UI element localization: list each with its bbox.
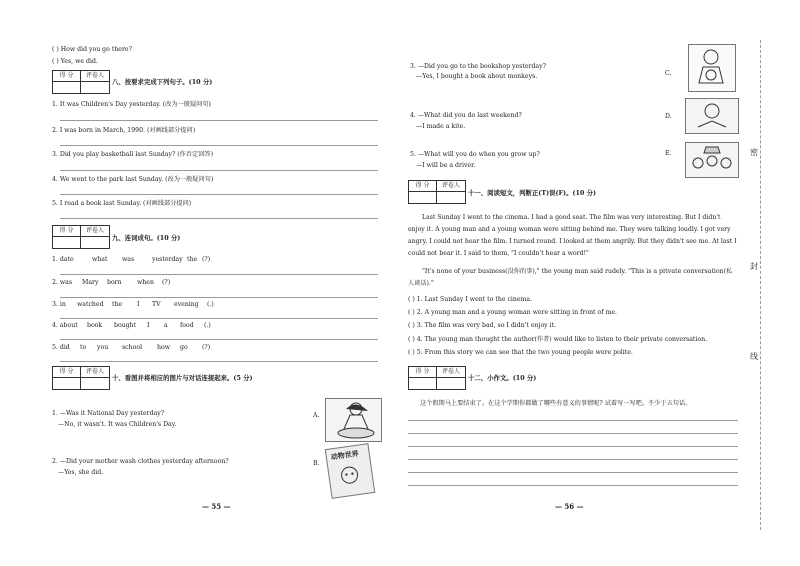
score-label: 得 分: [409, 367, 437, 378]
s8-item-2: 2. I was born in March, 1990. (对画线部分提问): [52, 127, 196, 134]
score-box-9: [52, 225, 110, 249]
word: 4. about: [52, 322, 78, 329]
grader-cell[interactable]: [437, 378, 465, 389]
grader-cell[interactable]: [81, 82, 109, 93]
seal-mark-3: 线: [750, 352, 758, 361]
word: you: [97, 344, 109, 351]
word: 1. date: [52, 256, 74, 263]
seal-mark-2: 封: [750, 262, 758, 271]
word: food: [180, 322, 194, 329]
word: evening: [174, 301, 199, 308]
word: school: [122, 344, 143, 351]
score-box-8: [52, 70, 110, 94]
pic-c-label: C.: [665, 70, 672, 77]
word: yesterday: [152, 256, 183, 263]
grader-label: 评卷人: [81, 226, 109, 237]
page-number-55: — 55 —: [202, 502, 231, 511]
writing-line[interactable]: [408, 433, 738, 434]
answer-line[interactable]: [60, 194, 378, 195]
score-cell[interactable]: [53, 82, 81, 93]
score-label: 得 分: [409, 181, 437, 192]
score-box-12: [408, 366, 466, 390]
grader-label: 评卷人: [437, 367, 465, 378]
dialog-2-q: 2. —Did your mother wash clothes yesterday afternoon?: [52, 458, 229, 465]
answer-line[interactable]: [60, 361, 378, 362]
answer-line[interactable]: [60, 318, 378, 319]
kite-icon: [686, 143, 738, 177]
tf-item-3[interactable]: ( ) 3. The film was very bad, so I didn't enjoy it.: [408, 322, 557, 329]
pic-b-label: B.: [313, 460, 320, 467]
section-8-title: 八、按要求完成下列句子。(10 分): [112, 78, 213, 86]
score-label: 得 分: [53, 226, 81, 237]
section-12-title: 十二、小作文。(10 分): [468, 374, 537, 382]
boy-driving-picture[interactable]: [688, 44, 736, 92]
dialog-1-q: 1. —Was it National Day yesterday?: [52, 410, 165, 417]
writing-line[interactable]: [408, 485, 738, 486]
answer-line[interactable]: [60, 339, 378, 340]
section-10-title: 十、看图并将相应的图片与对话连接起来。(5 分): [112, 374, 253, 382]
grader-cell[interactable]: [81, 378, 109, 389]
driver-icon: [689, 45, 735, 91]
reading-passage-2: "It's none of your business(没你的事)," the young man said rudely. "This is a private conversation(私人谈话).": [408, 268, 733, 287]
answer-line[interactable]: [60, 120, 378, 121]
reading-passage-1: Last Sunday I went to the cinema. I had a good seat. The film was very interesting. But I didn't enjoy it. A young man and a young woman were sitting behind me. They were talking loudly. I got very angry. I could not hear the film. I turned round. I looked at them angrily. But they didn't see me. At last I could not bear it. I said to them, "I couldn't hear a word!": [408, 214, 737, 257]
section-9-title: 九、连词成句。(10 分): [112, 234, 181, 242]
word: 5. did: [52, 344, 70, 351]
score-cell[interactable]: [53, 378, 81, 389]
grader-label: 评卷人: [81, 367, 109, 378]
dialog-4-q: 4. —What did you do last weekend?: [410, 112, 522, 119]
writing-line[interactable]: [408, 459, 738, 460]
section-11-title: 十一、阅读短文，判断正(T)误(F)。(10 分): [468, 189, 597, 197]
s8-item-3: 3. Did you play basketball last Sunday? (作否定回答): [52, 151, 213, 158]
word: (.): [207, 301, 214, 308]
answer-line[interactable]: [60, 297, 378, 298]
book-title: 动物世界: [330, 448, 360, 462]
score-cell[interactable]: [409, 378, 437, 389]
score-label: 得 分: [53, 71, 81, 82]
dialog-3-a: —Yes, I bought a book about monkeys.: [416, 73, 538, 80]
writing-line[interactable]: [408, 472, 738, 473]
right-page: [400, 0, 800, 566]
top-line-2: ( ) Yes, we did.: [52, 58, 98, 65]
dialog-2-a: —Yes, she did.: [58, 469, 104, 476]
tf-item-2[interactable]: ( ) 2. A young man and a young woman were sitting in front of me.: [408, 309, 617, 316]
word: (.): [204, 322, 211, 329]
grader-cell[interactable]: [81, 237, 109, 248]
reading-icon: [686, 99, 738, 133]
top-line-1: ( ) How did you go there?: [52, 46, 132, 53]
answer-line[interactable]: [60, 145, 378, 146]
word: 2. was: [52, 279, 73, 286]
word: I: [147, 322, 150, 329]
score-cell[interactable]: [53, 237, 81, 248]
s8-item-5: 5. I read a book last Sunday. (对画线部分提问): [52, 200, 192, 207]
answer-line[interactable]: [60, 170, 378, 171]
answer-line[interactable]: [60, 274, 378, 275]
score-box-10: [52, 366, 110, 390]
seal-mark-1: 密: [750, 148, 758, 157]
word: the: [187, 256, 198, 263]
grader-cell[interactable]: [437, 192, 465, 203]
score-box-11: [408, 180, 466, 204]
grader-label: 评卷人: [437, 181, 465, 192]
seal-line: [760, 40, 761, 530]
word: bought: [114, 322, 137, 329]
pic-d-label: D.: [665, 113, 672, 120]
s8-item-1: 1. It was Children's Day yesterday. (改为一般疑问句): [52, 101, 211, 108]
woman-washing-icon: [326, 399, 381, 441]
word: watched: [77, 301, 104, 308]
tf-item-5[interactable]: ( ) 5. From this story we can see that the two young people were polite.: [408, 349, 633, 356]
word: go: [180, 344, 188, 351]
word: born: [107, 279, 122, 286]
writing-line[interactable]: [408, 446, 738, 447]
answer-line[interactable]: [60, 218, 378, 219]
children-kite-picture[interactable]: [685, 142, 739, 178]
score-label: 得 分: [53, 367, 81, 378]
score-cell[interactable]: [409, 192, 437, 203]
dialog-5-a: —I will be a driver.: [416, 162, 476, 169]
page-number-56: — 56 —: [555, 502, 584, 511]
word: Mary: [82, 279, 99, 286]
pic-a-label: A.: [313, 412, 320, 419]
word: I: [137, 301, 140, 308]
dialog-4-a: —I made a kite.: [416, 123, 466, 130]
word: book: [87, 322, 103, 329]
washing-clothes-picture[interactable]: [325, 398, 382, 442]
tf-item-1[interactable]: ( ) 1. Last Sunday I went to the cinema.: [408, 296, 533, 303]
boy-reading-picture[interactable]: [685, 98, 739, 134]
word: (?): [202, 256, 211, 263]
word: 3. in: [52, 301, 66, 308]
word: (?): [162, 279, 171, 286]
animal-book-picture[interactable]: [325, 443, 376, 499]
word: was: [122, 256, 135, 263]
word: the: [112, 301, 123, 308]
word: how: [157, 344, 171, 351]
pic-e-label: E.: [665, 150, 672, 157]
word: (?): [202, 344, 211, 351]
dialog-1-a: —No, it wasn't. It was Children's Day.: [58, 421, 177, 428]
word: a: [164, 322, 168, 329]
s8-item-4: 4. We went to the park last Sunday. (改为一般疑问句): [52, 176, 214, 183]
tf-item-4[interactable]: ( ) 4. The young man thought the author(作者) would like to listen to their private conversation.: [408, 336, 708, 343]
word: TV: [152, 301, 161, 308]
composition-prompt: 这个假期马上要结束了。在这个学期你都做了哪些有意义的事情呢? 试着写一写吧。不少于五句话。: [420, 400, 692, 407]
word: what: [92, 256, 108, 263]
dialog-3-q: 3. —Did you go to the bookshop yesterday?: [410, 63, 546, 70]
grader-label: 评卷人: [81, 71, 109, 82]
word: to: [80, 344, 87, 351]
word: when: [137, 279, 154, 286]
writing-line[interactable]: [408, 420, 738, 421]
dialog-5-q: 5. —What will you do when you grow up?: [410, 151, 540, 158]
